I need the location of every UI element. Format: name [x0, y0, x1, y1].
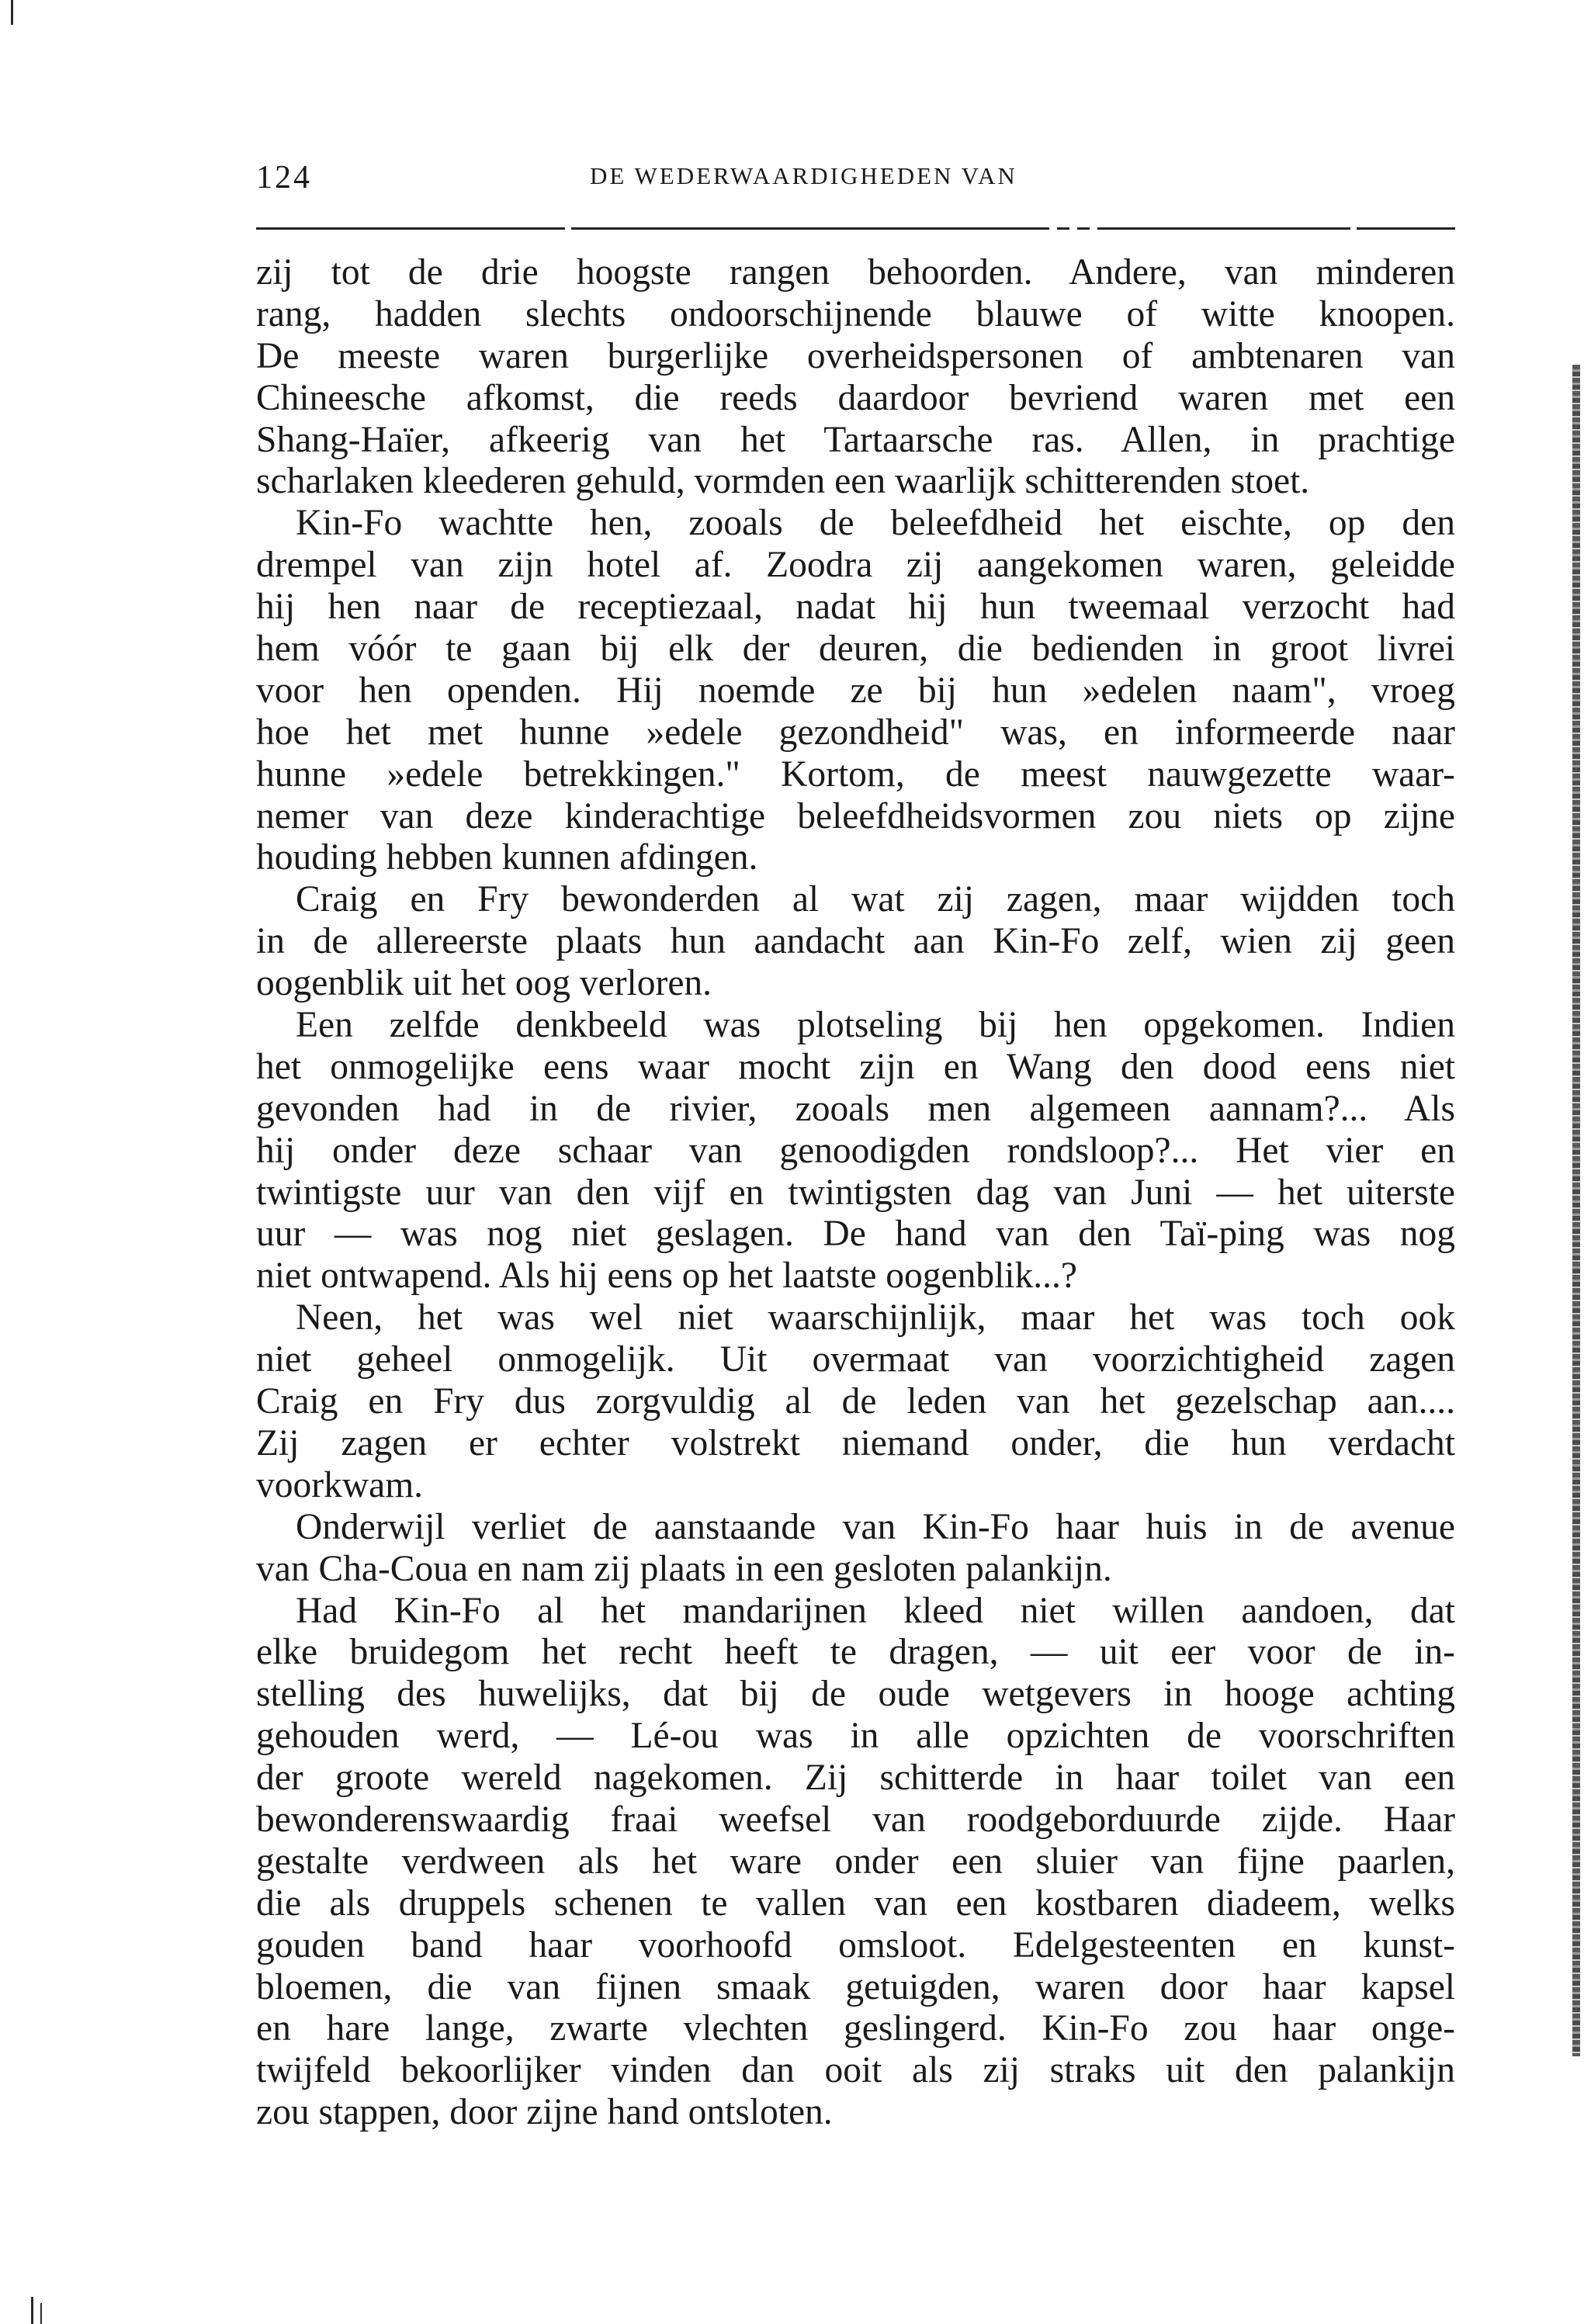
text-line: gehouden werd, — Lé-ou was in alle opzichten de voorschriften: [256, 1716, 1455, 1757]
text-line: elke bruidegom het recht heeft te dragen, — uit eer voor de in-: [256, 1632, 1455, 1673]
text-line: Chineesche afkomst, die reeds daardoor bevriend waren met een: [256, 377, 1455, 418]
text-line: houding hebben kunnen afdingen.: [256, 837, 758, 878]
text-line: en hare lange, zwarte vlechten geslingerd. Kin-Fo zou haar onge-: [256, 2008, 1455, 2049]
text-line: Een zelfde denkbeeld was plotseling bij hen opgekomen. Indien: [296, 1005, 1455, 1046]
text-line: het onmogelijke eens waar mocht zijn en Wang den dood eens niet: [256, 1046, 1455, 1087]
header-rule-gap: [1049, 225, 1057, 231]
text-line: bewonderenswaardig fraai weefsel van roodgeborduurde zijde. Haar: [256, 1799, 1455, 1840]
text-line: Craig en Fry bewonderden al wat zij zagen, maar wijdden toch: [296, 879, 1455, 920]
text-line: niet geheel onmogelijk. Uit overmaat van voorzichtigheid zagen: [256, 1339, 1455, 1380]
text-line: Onderwijl verliet de aanstaande van Kin-Fo haar huis in de avenue: [296, 1506, 1455, 1547]
text-line: hij onder deze schaar van genoodigden rondsloop?... Het vier en: [256, 1130, 1455, 1171]
text-line: hij hen naar de receptiezaal, nadat hij hun tweemaal verzocht had: [256, 587, 1455, 628]
text-line: Craig en Fry dus zorgvuldig al de leden van het gezelschap aan....: [256, 1381, 1455, 1422]
body-text: [256, 252, 1455, 2134]
text-line: Neen, het was wel niet waarschijnlijk, maar het was toch ook: [296, 1297, 1455, 1339]
text-line: van Cha-Coua en nam zij plaats in een gesloten palankijn.: [256, 1548, 1112, 1589]
text-line: De meeste waren burgerlijke overheidspersonen of ambtenaren van: [256, 335, 1455, 376]
text-line: stelling des huwelijks, dat bij de oude wetgevers in hooge achting: [256, 1674, 1455, 1715]
text-line: gestalte verdween als het ware onder een sluier van fijne paarlen,: [256, 1841, 1455, 1882]
running-head: [256, 159, 1451, 206]
text-line: zou stappen, door zijne hand ontsloten.: [256, 2092, 833, 2133]
text-line: hem vóór te gaan bij elk der deuren, die bedienden in groot livrei: [256, 629, 1455, 670]
scan-artifact-bottom-left-2: [40, 2303, 42, 2324]
text-line: in de allereerste plaats hun aandacht aan Kin-Fo zelf, wien zij geen: [256, 921, 1455, 962]
scan-artifact-bottom-left: [31, 2297, 33, 2324]
text-line: voor hen openden. Hij noemde ze bij hun »edelen naam", vroeg: [256, 670, 1455, 711]
text-line: gevonden had in de rivier, zooals men algemeen aannam?... Als: [256, 1088, 1455, 1129]
page-number: 124: [256, 160, 312, 196]
scan-edge-shadow: [1572, 365, 1580, 2056]
text-line: Kin-Fo wachtte hen, zooals de beleefdheid het eischte, op den: [296, 503, 1455, 544]
text-line: oogenblik uit het oog verloren.: [256, 963, 712, 1004]
text-line: Zij zagen er echter volstrekt niemand onder, die hun verdacht: [256, 1422, 1455, 1463]
running-title: DE WEDERWAARDIGHEDEN VAN: [590, 162, 1017, 189]
text-line: bloemen, die van fijnen smaak getuigden, waren door haar kapsel: [256, 1966, 1455, 2007]
header-rule-gap: [1069, 225, 1077, 231]
text-line: rang, hadden slechts ondoorschijnende blauwe of witte knoopen.: [256, 293, 1455, 334]
text-line: niet ontwapend. Als hij eens op het laatste oogenblik...?: [256, 1256, 1077, 1297]
text-line: voorkwam.: [256, 1464, 424, 1505]
text-line: twintigste uur van den vijf en twintigsten dag van Juni — het uiterste: [256, 1172, 1455, 1213]
text-line: Shang-Haïer, afkeerig van het Tartaarsche ras. Allen, in prachtige: [256, 419, 1455, 460]
text-line: zij tot de drie hoogste rangen behoorden. Andere, van minderen: [256, 252, 1455, 293]
text-line: gouden band haar voorhoofd omsloot. Edelgesteenten en kunst-: [256, 1924, 1455, 1966]
header-rule: [256, 227, 1455, 230]
header-rule-gap: [1090, 225, 1097, 231]
header-rule-gap: [565, 225, 571, 231]
text-line: die als druppels schenen te vallen van een kostbaren diadeem, welks: [256, 1882, 1455, 1924]
text-line: scharlaken kleederen gehuld, vormden een waarlijk schitterenden stoet.: [256, 461, 1310, 502]
text-line: Had Kin-Fo al het mandarijnen kleed niet willen aandoen, dat: [296, 1590, 1455, 1631]
text-line: der groote wereld nagekomen. Zij schitterde in haar toilet van een: [256, 1758, 1455, 1799]
text-line: hunne »edele betrekkingen." Kortom, de meest nauwgezette waar-: [256, 753, 1455, 795]
text-line: twijfeld bekoorlijker vinden dan ooit als zij straks uit den palankijn: [256, 2050, 1455, 2091]
text-line: nemer van deze kinderachtige beleefdheidsvormen zou niets op zijne: [256, 795, 1455, 836]
text-line: uur — was nog niet geslagen. De hand van den Taï-ping was nog: [256, 1214, 1455, 1255]
scan-artifact-top-left: [11, 0, 13, 25]
text-line: drempel van zijn hotel af. Zoodra zij aangekomen waren, geleidde: [256, 545, 1455, 586]
header-rule-gap: [1350, 225, 1357, 231]
text-line: hoe het met hunne »edele gezondheid" was, en informeerde naar: [256, 712, 1455, 753]
